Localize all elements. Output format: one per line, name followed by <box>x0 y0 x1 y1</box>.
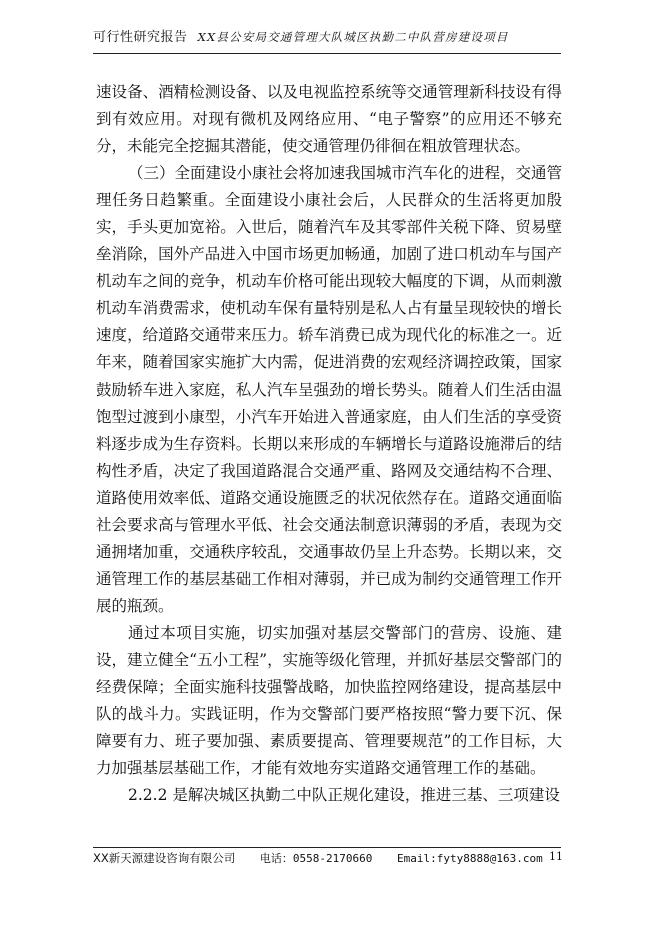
paragraph-project-implementation: 通过本项目实施，切实加强对基层交警部门的营房、设施、建设，建立健全“五小工程”，实施等级化管理，并抓好基层交警部门的经费保障；全面实施科技强警战略，加快监控网络建设，提高基层中队的战斗力。实践证明，作为交警部门要严格按照“警力要下沉、保障要有力、班子要加强、素质要提高、管理要规范”的工作目标，大力加强基层基础工作，才能有效地夯实道路交通管理工作的基础。 <box>96 623 562 778</box>
header-divider <box>93 53 561 54</box>
paragraph-continuation: 速设备、酒精检测设备、以及电视监控系统等交通管理新科技设有得到有效应用。对现有微机及网络应用、“电子警察”的应用还不够充分，未能完全挖掘其潜能，使交通管理仍徘徊在粗放管理状态。 <box>96 83 562 156</box>
header-subtitle: XX县公安局交通管理大队城区执勤二中队营房建设项目 <box>197 30 509 44</box>
footer-divider <box>93 847 561 848</box>
footer-company: XX新天源建设咨询有限公司 <box>93 851 236 865</box>
page-header <box>93 26 563 48</box>
page-number: 11 <box>549 850 563 863</box>
header-title: 可行性研究报告 <box>93 30 188 45</box>
document-body <box>96 79 562 809</box>
page-footer <box>93 850 563 868</box>
paragraph-urbanization: （三）全面建设小康社会将加速我国城市汽车化的进程，交通管理任务日趋繁重。全面建设小康社会后，人民群众的生活将更加殷实，手头更加宽裕。入世后，随着汽车及其零部件关税下降、贸易壁垒消除，国外产品进入中国市场更加畅通，加剧了进口机动车与国产机动车之间的竞争，机动车价格可能出现较大幅度的下调，从而刺激机动车消费需求，使机动车保有量特别是私人占有量呈现较快的增长速度，给道路交通带来压力。轿车消费已成为现代化的标准之一。近年来，随着国家实施扩大内需，促进消费的宏观经济调控政策，国家鼓励轿车进入家庭，私人汽车呈强劲的增长势头。随着人们生活由温饱型过渡到小康型，小汽车开始进入普通家庭，由人们生活的享受资料逐步成为生存资料。长期以来形成的车辆增长与道路设施滞后的结构性矛盾，决定了我国道路混合交通严重、路网及交通结构不合理、道路使用效率低、道路交通设施匮乏的状况依然存在。道路交通面临社会要求高与管理水平低、社会交通法制意识薄弱的矛盾，表现为交通拥堵加重，交通秩序较乱，交通事故仍呈上升态势。长期以来，交通管理工作的基层基础工作相对薄弱，并已成为制约交通管理工作开展的瓶颈。 <box>96 164 563 615</box>
section-heading-2-2-2: 2.2.2 是解决城区执勤二中队正规化建设，推进三基、三项建设 <box>128 786 560 805</box>
footer-email: Email:fyty8888@163.com <box>397 852 543 865</box>
footer-phone: 电话：0558-2170660 <box>259 852 373 865</box>
